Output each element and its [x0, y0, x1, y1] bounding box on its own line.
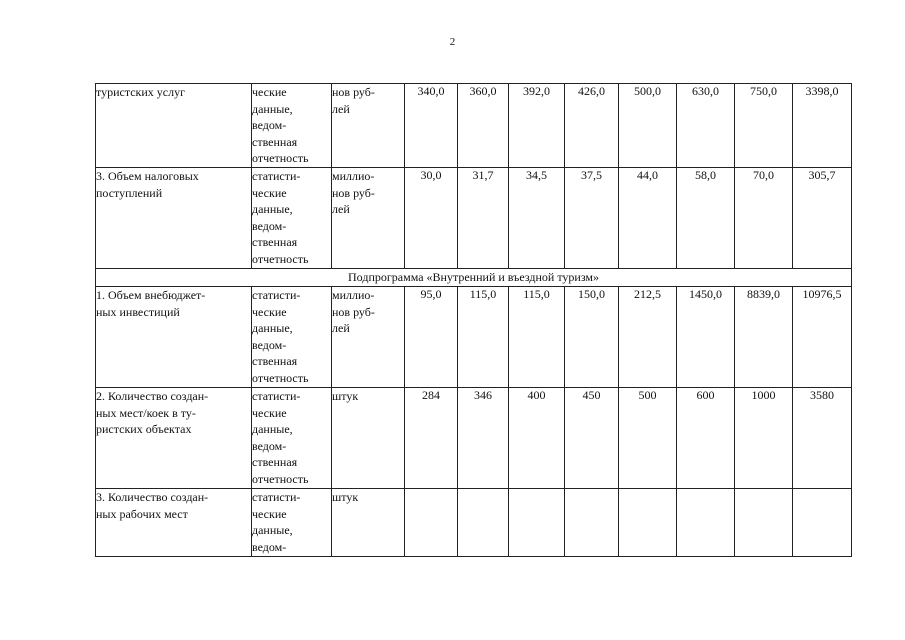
value-cell: 750,0 [735, 84, 793, 168]
value-cell: 37,5 [565, 168, 619, 269]
value-cell [458, 489, 509, 557]
table-row [96, 84, 852, 168]
unit-cell: штук [332, 388, 405, 489]
indicator-cell: 1. Объем внебюджет- ных инвестиций [96, 287, 252, 388]
section-row [96, 269, 852, 287]
value-cell: 212,5 [619, 287, 677, 388]
value-cell [619, 489, 677, 557]
unit-cell: штук [332, 489, 405, 557]
value-cell: 34,5 [509, 168, 565, 269]
value-cell: 340,0 [405, 84, 458, 168]
table-row [96, 388, 852, 489]
value-cell: 10976,5 [793, 287, 852, 388]
subprogram-title: Подпрограмма «Внутренний и въездной туризм» [96, 269, 852, 287]
value-cell: 1450,0 [677, 287, 735, 388]
value-cell: 8839,0 [735, 287, 793, 388]
source-cell: статисти- ческие данные, ведом- [252, 489, 332, 557]
page-number: 2 [449, 36, 456, 48]
value-cell: 360,0 [458, 84, 509, 168]
value-cell: 305,7 [793, 168, 852, 269]
value-cell: 70,0 [735, 168, 793, 269]
source-cell: статисти- ческие данные, ведом- ственная отчетность [252, 287, 332, 388]
value-cell: 95,0 [405, 287, 458, 388]
value-cell [677, 489, 735, 557]
indicator-cell: туристских услуг [96, 84, 252, 168]
value-cell: 3398,0 [793, 84, 852, 168]
unit-cell: миллио- нов руб- лей [332, 287, 405, 388]
value-cell: 30,0 [405, 168, 458, 269]
source-cell: статисти- ческие данные, ведом- ственная отчетность [252, 388, 332, 489]
value-cell: 450 [565, 388, 619, 489]
table-row [96, 168, 852, 269]
value-cell: 1000 [735, 388, 793, 489]
value-cell: 500 [619, 388, 677, 489]
indicators-table [95, 83, 852, 557]
value-cell: 600 [677, 388, 735, 489]
indicator-cell: 3. Объем налоговых поступлений [96, 168, 252, 269]
value-cell: 44,0 [619, 168, 677, 269]
value-cell: 3580 [793, 388, 852, 489]
source-cell: ческие данные, ведом- ственная отчетность [252, 84, 332, 168]
value-cell: 115,0 [509, 287, 565, 388]
value-cell [735, 489, 793, 557]
value-cell: 58,0 [677, 168, 735, 269]
value-cell: 400 [509, 388, 565, 489]
table-row [96, 489, 852, 557]
value-cell: 115,0 [458, 287, 509, 388]
value-cell: 150,0 [565, 287, 619, 388]
unit-cell: миллио- нов руб- лей [332, 168, 405, 269]
value-cell: 500,0 [619, 84, 677, 168]
unit-cell: нов руб- лей [332, 84, 405, 168]
value-cell: 284 [405, 388, 458, 489]
table-row [96, 287, 852, 388]
value-cell: 426,0 [565, 84, 619, 168]
value-cell: 392,0 [509, 84, 565, 168]
indicator-cell: 3. Количество создан- ных рабочих мест [96, 489, 252, 557]
value-cell [565, 489, 619, 557]
indicator-cell: 2. Количество создан- ных мест/коек в ту- ристских объектах [96, 388, 252, 489]
value-cell: 630,0 [677, 84, 735, 168]
source-cell: статисти- ческие данные, ведом- ственная отчетность [252, 168, 332, 269]
value-cell: 31,7 [458, 168, 509, 269]
value-cell [793, 489, 852, 557]
value-cell [509, 489, 565, 557]
value-cell: 346 [458, 388, 509, 489]
value-cell [405, 489, 458, 557]
